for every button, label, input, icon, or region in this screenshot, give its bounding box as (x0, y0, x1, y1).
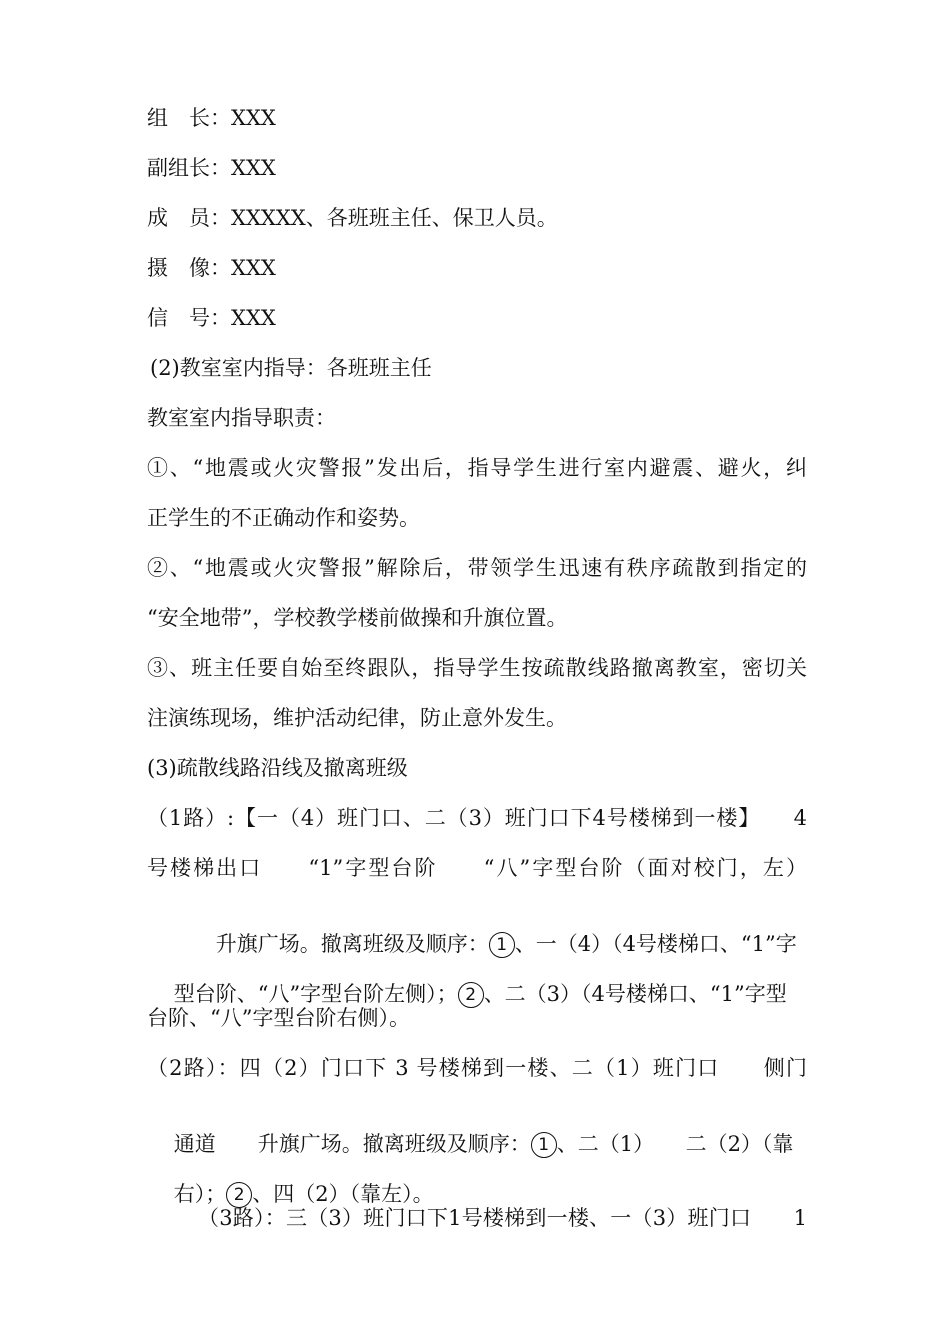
route-1-line-1: （1路）:【一（4）班门口、二（3）班门口下4号楼梯到一楼】 4 (147, 806, 807, 830)
text-line-leader: 组 长：XXX (147, 106, 276, 130)
duty-2-line-2: “安全地带”，学校教学楼前做操和升旗位置。 (147, 606, 568, 630)
route-2-line-3-text-b: 、四（2）（靠左）。 (252, 1182, 434, 1206)
duty-3-line-2: 注演练现场，维护活动纪律，防止意外发生。 (147, 706, 567, 730)
route-1-line-4-text-b: 、二（3）（4号楼梯口、“1”字型 (483, 982, 787, 1006)
text-line-duties-heading: 教室室内指导职责： (147, 406, 336, 430)
order-marker-2-route-2: 2 (226, 1182, 252, 1208)
duty-2-line-1: ②、“地震或火灾警报”解除后，带领学生迅速有秩序疏散到指定的 (147, 556, 807, 580)
route-2-line-1: （2路）：四（2）门口下 3 号楼梯到一楼、二（1）班门口 侧门 (147, 1056, 807, 1080)
duty-1-line-1: ①、“地震或火灾警报”发出后，指导学生进行室内避震、避火，纠 (147, 456, 807, 480)
text-line-signal: 信 号：XXX (147, 306, 276, 330)
route-3-line-1: （3路）：三（3）班门口下1号楼梯到一楼、一（3）班门口 1 (198, 1206, 807, 1230)
section-heading-evacuation-routes: (3)疏散线路沿线及撤离班级 (147, 756, 408, 780)
route-2-line-2-text-a: 通道 升旗广场。撤离班级及顺序： (173, 1132, 531, 1156)
route-1-line-3-text-a: 升旗广场。撤离班级及顺序： (173, 932, 489, 956)
order-marker-1: 1 (489, 932, 515, 958)
route-2-line-2-text-b: 、二（1） 二（2）（靠 (556, 1132, 794, 1156)
duty-1-line-2: 正学生的不正确动作和姿势。 (147, 506, 420, 530)
route-1-line-4-text-a: 型台阶、“八”字型台阶左侧）； (173, 982, 458, 1006)
route-1-line-3-text-b: 、一（4）（4号楼梯口、“1”字 (514, 932, 797, 956)
route-1-line-5: 台阶、“八”字型台阶右侧）。 (147, 1006, 410, 1030)
text-line-members: 成 员：XXXXX、各班班主任、保卫人员。 (147, 206, 558, 230)
order-marker-1-route-2: 1 (531, 1132, 557, 1158)
route-2-line-3-text-a: 右）； (173, 1182, 227, 1206)
route-1-line-2: 号楼梯出口 “1”字型台阶 “八”字型台阶（面对校门，左） (147, 856, 807, 880)
section-heading-classroom-guidance: (2)教室室内指导：各班班主任 (150, 356, 432, 380)
text-line-deputy-leader: 副组长：XXX (147, 156, 276, 180)
duty-3-line-1: ③、班主任要自始至终跟队，指导学生按疏散线路撤离教室，密切关 (147, 656, 807, 680)
order-marker-2: 2 (458, 982, 484, 1008)
text-line-camera: 摄 像：XXX (147, 256, 276, 280)
